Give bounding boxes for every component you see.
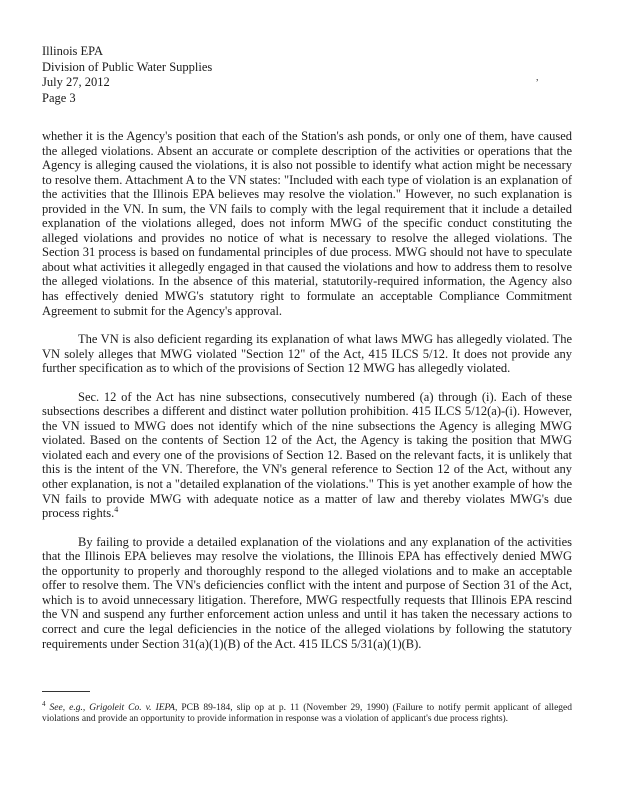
header-page-number: Page 3	[42, 90, 76, 105]
footnote	[42, 699, 573, 725]
letter-body	[42, 129, 572, 665]
margin-mark: ,	[536, 72, 539, 83]
paragraph-subsections-text: Sec. 12 of the Act has nine subsections, consecutively numbered (a) through (i). Each of these subsections describes a different and distinct water pollution prohibition. 415 ILCS 5/12(a)-(i). However, the VN issued to MWG does not identify which of the nine subsections the Agency is alleging MWG violated. Based on the contents of Section 12 of the Act, the Agency is taking the position that MWG violated each and every one of the provisions of Section 12. Based on the relevant facts, it is unlikely that this is the intent of the VN. Therefore, the VN's general reference to Section 12 of the Act, without any other explanation, is not a "detailed explanation of the violations." This is yet another example of how the VN fails to provide MWG with adequate notice as a matter of law and thereby violates MWG's due process rights.	[42, 389, 572, 521]
paragraph-subsections	[42, 390, 572, 521]
footnote-number: 4	[42, 699, 46, 708]
paragraph-conclusion: By failing to provide a detailed explanation of the violations and any explanation of the activities that the Illinois EPA believes may resolve the violations, the Illinois EPA has effectively denied MWG the opportunity to properly and thoroughly respond to the alleged violations and to make an acceptable offer to resolve them. The VN's deficiencies conflict with the intent and purpose of Section 31 of the Act, which is to avoid unnecessary litigation. Therefore, MWG respectfully requests that Illinois EPA rescind the VN and suspend any further enforcement action unless and until it has taken the necessary actions to correct and cure the legal deficiencies in the notice of the alleged violations by following the statutory requirements under Section 31(a)(1)(B) of the Act. 415 ILCS 5/31(a)(1)(B).	[42, 534, 572, 651]
footnote-divider	[42, 691, 90, 692]
header-division: Division of Public Water Supplies	[42, 59, 213, 74]
footnote-reference: 4	[114, 504, 119, 514]
header-date: July 27, 2012	[42, 75, 110, 89]
paragraph-continuation: whether it is the Agency's position that each of the Station's ash ponds, or only one of them, have caused the alleged violations. Absent an accurate or complete description of the activities or operations that the Agency is alleging caused the violations, it is also not possible to identify what action might be necessary to resolve them. Attachment A to the VN states: "Included with each type of violation is an explanation of the activities that the Illinois EPA believes may resolve the violation." However, no such explanation is provided in the VN. In sum, the VN fails to comply with the legal requirement that it include a detailed explanation of the violations alleged, does not inform MWG of the specific conduct constituting the alleged violations and provides no notice of what is necessary to resolve the alleged violations. The Section 31 process is based on fundamental principles of due process. MWG should not have to speculate about what activities it allegedly engaged in that caused the violations and how to address them to resolve the alleged violations. In the absence of this material, statutorily-required information, the Agency also has effectively denied MWG's statutory right to formulate an acceptable Compliance Commitment Agreement to submit for the Agency's approval.	[42, 129, 572, 318]
footnote-text: , PCB 89-184, slip op at p. 11 (November 29, 1990) (Failure to notify permit applicant of alleged violations and provide an opportunity to provide information in response was a violation of applicant's due process rights).	[42, 703, 573, 725]
letter-header	[42, 44, 212, 106]
paragraph-section-12-deficiency: The VN is also deficient regarding its explanation of what laws MWG has allegedly violated. The VN solely alleges that MWG violated "Section 12" of the Act, 415 ILCS 5/12. It does not provide any further specification as to which of the provisions of Section 12 MWG has allegedly violated.	[42, 332, 572, 376]
footnote-citation-signal: See, e.g., Grigoleit Co. v. IEPA	[49, 703, 175, 713]
header-agency: Illinois EPA	[42, 44, 104, 58]
